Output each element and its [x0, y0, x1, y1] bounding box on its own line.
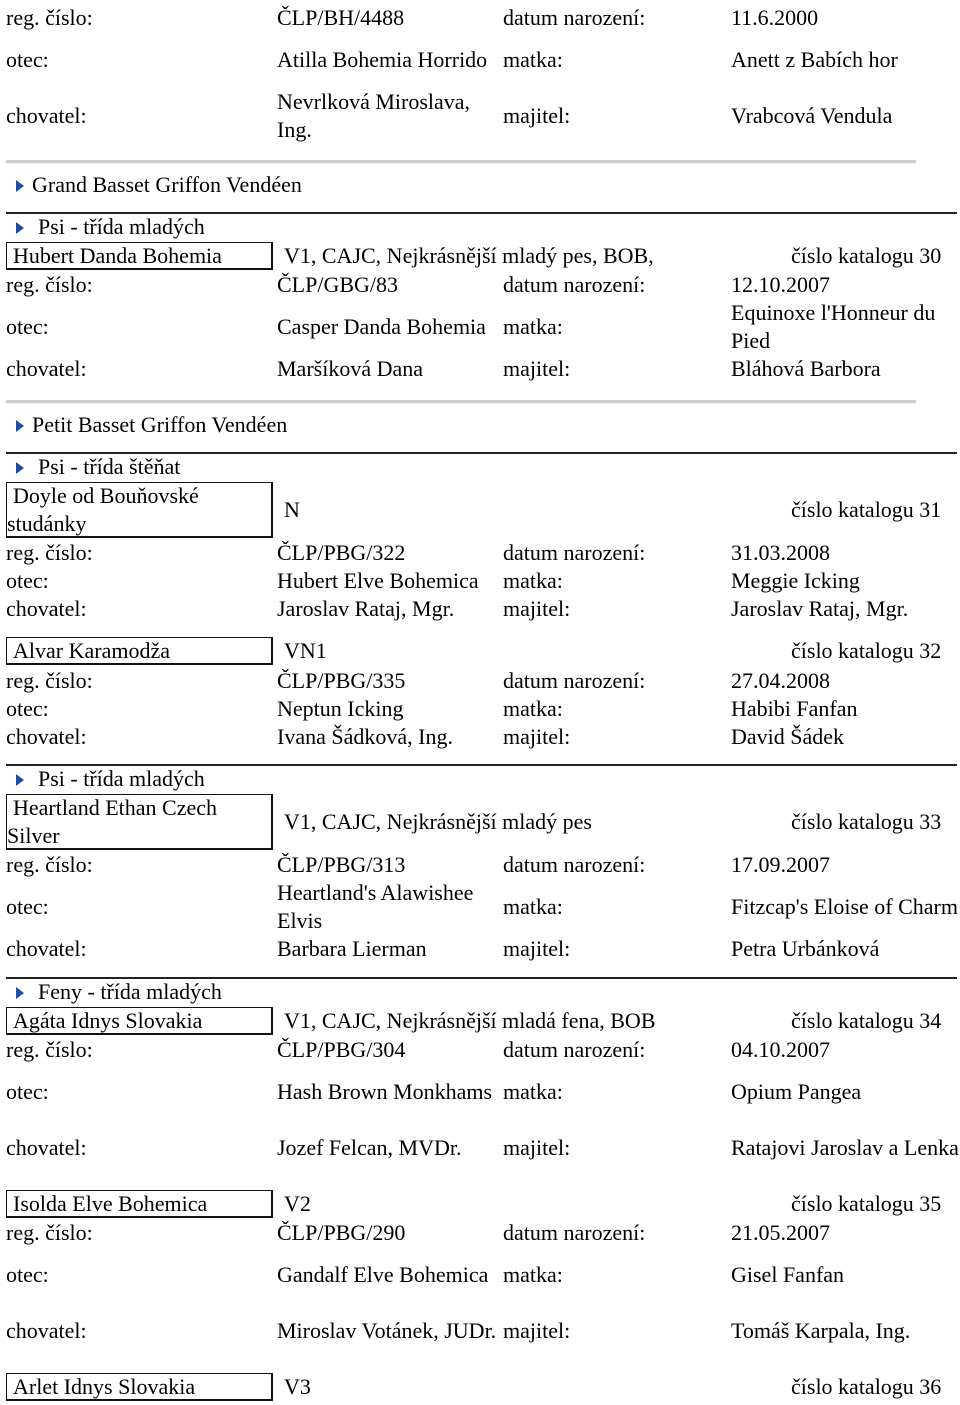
dog-grade: V1, CAJC, Nejkrásnější mladý pes, BOB, — [284, 243, 654, 268]
reg-label: reg. číslo: — [6, 540, 93, 565]
chovatel-label: chovatel: — [6, 936, 87, 961]
majitel-value: Jaroslav Rataj, Mgr. — [731, 596, 909, 621]
majitel-label: majitel: — [503, 724, 571, 749]
reg-row — [0, 1036, 960, 1064]
class-title: Feny - třída mladých — [38, 979, 222, 1004]
reg-row — [0, 667, 960, 695]
otec-value: Gandalf Elve Bohemica — [277, 1262, 489, 1287]
matka-label: matka: — [503, 47, 563, 72]
breed-title: Petit Basset Griffon Vendéen — [32, 412, 288, 437]
matka-value: Fitzcap's Eloise of Charm — [731, 894, 958, 919]
matka-value: Anett z Babích hor — [731, 47, 898, 72]
owner-row — [0, 595, 960, 623]
chovatel-label: chovatel: — [6, 1318, 87, 1343]
dog-header — [0, 482, 960, 538]
reg-value: ČLP/PBG/335 — [277, 668, 406, 693]
chovatel-label: chovatel: — [6, 356, 87, 381]
dog-name-box — [6, 1373, 273, 1401]
majitel-label: majitel: — [503, 936, 571, 961]
chovatel-label: chovatel: — [6, 724, 87, 749]
parents-row — [0, 1064, 960, 1120]
reg-value: ČLP/PBG/322 — [277, 540, 406, 565]
reg-value: ČLP/GBG/83 — [277, 272, 399, 297]
matka-label: matka: — [503, 568, 563, 593]
chovatel-value: Miroslav Votánek, JUDr. — [277, 1318, 497, 1343]
dog-header — [0, 1190, 960, 1218]
matka-label: matka: — [503, 1262, 563, 1287]
reg-row — [0, 1219, 960, 1247]
class-heading — [0, 452, 960, 482]
majitel-label: majitel: — [503, 1135, 571, 1160]
owner-row — [0, 1120, 960, 1176]
owner-row — [0, 935, 960, 963]
dog-grade: VN1 — [284, 638, 327, 663]
matka-value: Equinoxe l'Honneur du Pied — [731, 300, 936, 353]
class-heading — [0, 764, 960, 794]
matka-label: matka: — [503, 314, 563, 339]
dog-name-box — [6, 637, 273, 665]
dob-label: datum narození: — [503, 1220, 646, 1245]
chovatel-value: Nevrlková Miroslava, Ing. — [277, 89, 471, 142]
dob-label: datum narození: — [503, 5, 646, 30]
dog-name-box — [6, 1007, 273, 1035]
matka-label: matka: — [503, 696, 563, 721]
parents-row — [0, 879, 960, 935]
matka-label: matka: — [503, 1079, 563, 1104]
otec-value: Neptun Icking — [277, 696, 404, 721]
dog-name: Agáta Idnys Slovakia — [13, 1007, 203, 1033]
breed-heading — [0, 405, 960, 445]
majitel-value: Vrabcová Vendula — [731, 103, 893, 128]
class-heading — [0, 977, 960, 1007]
class-title: Psi - třída mladých — [38, 214, 205, 239]
reg-label: reg. číslo: — [6, 668, 93, 693]
reg-row — [0, 539, 960, 567]
dob-value: 31.03.2008 — [731, 540, 830, 565]
majitel-value: Tomáš Karpala, Ing. — [731, 1318, 911, 1343]
class-title: Psi - třída mladých — [38, 766, 205, 791]
chovatel-value: Ivana Šádková, Ing. — [277, 724, 453, 749]
reg-label: reg. číslo: — [6, 1220, 93, 1245]
owner-row — [0, 1303, 960, 1359]
reg-label: reg. číslo: — [6, 272, 93, 297]
dog-header — [0, 1373, 960, 1401]
otec-value: Atilla Bohemia Horrido — [277, 47, 488, 72]
dob-value: 17.09.2007 — [731, 852, 830, 877]
otec-label: otec: — [6, 47, 49, 72]
dob-value: 27.04.2008 — [731, 668, 830, 693]
matka-value: Opium Pangea — [731, 1079, 862, 1104]
dog-header — [0, 1007, 960, 1035]
reg-row — [0, 851, 960, 879]
dob-label: datum narození: — [503, 852, 646, 877]
dob-value: 21.05.2007 — [731, 1220, 830, 1245]
divider — [6, 400, 916, 404]
otec-label: otec: — [6, 1079, 49, 1104]
divider — [6, 160, 916, 164]
parents-row — [0, 695, 960, 723]
dog-name: Heartland Ethan Czech Silver — [7, 794, 218, 848]
triangle-right-icon — [16, 222, 24, 234]
majitel-value: Ratajovi Jaroslav a Lenka — [731, 1135, 959, 1160]
breed-heading — [0, 165, 960, 205]
catalog-number: číslo katalogu 34 — [791, 1008, 942, 1033]
dog-name: Arlet Idnys Slovakia — [13, 1373, 196, 1399]
matka-value: Meggie Icking — [731, 568, 860, 593]
majitel-label: majitel: — [503, 1318, 571, 1343]
matka-value: Gisel Fanfan — [731, 1262, 845, 1287]
dog-name-box — [6, 794, 273, 850]
majitel-value: Bláhová Barbora — [731, 356, 881, 381]
otec-label: otec: — [6, 696, 49, 721]
matka-value: Habibi Fanfan — [731, 696, 858, 721]
dob-value: 12.10.2007 — [731, 272, 830, 297]
reg-row — [0, 271, 960, 299]
breed-title: Grand Basset Griffon Vendéen — [32, 172, 302, 197]
owner-row — [0, 723, 960, 751]
dog-grade: V2 — [284, 1191, 311, 1216]
triangle-right-icon — [16, 987, 24, 999]
class-title: Psi - třída štěňat — [38, 454, 181, 479]
dob-label: datum narození: — [503, 540, 646, 565]
dog-grade: V3 — [284, 1374, 311, 1399]
reg-value: ČLP/BH/4488 — [277, 5, 405, 30]
dob-label: datum narození: — [503, 668, 646, 693]
dog-grade: V1, CAJC, Nejkrásnější mladý pes — [284, 809, 592, 834]
catalog-number: číslo katalogu 36 — [791, 1374, 942, 1399]
majitel-label: majitel: — [503, 103, 571, 128]
top-parents-row — [0, 32, 960, 88]
otec-value: Heartland's Alawishee Elvis — [277, 880, 474, 933]
triangle-right-icon — [16, 420, 24, 432]
triangle-right-icon — [16, 462, 24, 474]
dob-value: 11.6.2000 — [731, 5, 819, 30]
majitel-label: majitel: — [503, 596, 571, 621]
dog-header — [0, 637, 960, 665]
chovatel-value: Barbara Lierman — [277, 936, 427, 961]
dog-name: Isolda Elve Bohemica — [13, 1190, 208, 1216]
dog-name: Alvar Karamodža — [13, 637, 170, 663]
catalog-number: číslo katalogu 33 — [791, 809, 942, 834]
reg-label: reg. číslo: — [6, 852, 93, 877]
majitel-value: Petra Urbánková — [731, 936, 880, 961]
majitel-value: David Šádek — [731, 724, 845, 749]
chovatel-label: chovatel: — [6, 1135, 87, 1160]
otec-label: otec: — [6, 568, 49, 593]
otec-value: Casper Danda Bohemia — [277, 314, 486, 339]
reg-label: reg. číslo: — [6, 1037, 93, 1062]
chovatel-value: Jozef Felcan, MVDr. — [277, 1135, 462, 1160]
dog-name: Hubert Danda Bohemia — [13, 242, 222, 268]
reg-label: reg. číslo: — [6, 5, 93, 30]
reg-value: ČLP/PBG/313 — [277, 852, 406, 877]
chovatel-label: chovatel: — [6, 596, 87, 621]
dog-name-box — [6, 242, 273, 270]
otec-label: otec: — [6, 1262, 49, 1287]
otec-value: Hash Brown Monkhams — [277, 1079, 493, 1104]
dob-label: datum narození: — [503, 1037, 646, 1062]
catalog-number: číslo katalogu 35 — [791, 1191, 942, 1216]
dog-header — [0, 242, 960, 270]
owner-row — [0, 355, 960, 383]
dog-name-box — [6, 1190, 273, 1218]
top-reg-row — [0, 4, 960, 32]
dog-name: Doyle od Bouňovské studánky — [7, 482, 199, 536]
catalog-number: číslo katalogu 32 — [791, 638, 942, 663]
chovatel-value: Jaroslav Rataj, Mgr. — [277, 596, 455, 621]
reg-value: ČLP/PBG/304 — [277, 1037, 406, 1062]
class-heading — [0, 212, 960, 242]
reg-value: ČLP/PBG/290 — [277, 1220, 406, 1245]
parents-row — [0, 1247, 960, 1303]
chovatel-value: Maršíková Dana — [277, 356, 424, 381]
dob-value: 04.10.2007 — [731, 1037, 830, 1062]
top-owner-row — [0, 88, 960, 144]
otec-value: Hubert Elve Bohemica — [277, 568, 479, 593]
dog-header — [0, 794, 960, 850]
parents-row — [0, 299, 960, 355]
parents-row — [0, 567, 960, 595]
chovatel-label: chovatel: — [6, 103, 87, 128]
otec-label: otec: — [6, 314, 49, 339]
matka-label: matka: — [503, 894, 563, 919]
catalog-number: číslo katalogu 30 — [791, 243, 942, 268]
triangle-right-icon — [16, 180, 24, 192]
dob-label: datum narození: — [503, 272, 646, 297]
otec-label: otec: — [6, 894, 49, 919]
dog-grade: V1, CAJC, Nejkrásnější mladá fena, BOB — [284, 1008, 656, 1033]
catalog-number: číslo katalogu 31 — [791, 497, 942, 522]
majitel-label: majitel: — [503, 356, 571, 381]
triangle-right-icon — [16, 774, 24, 786]
dog-grade: N — [284, 497, 300, 522]
dog-name-box — [6, 482, 273, 538]
